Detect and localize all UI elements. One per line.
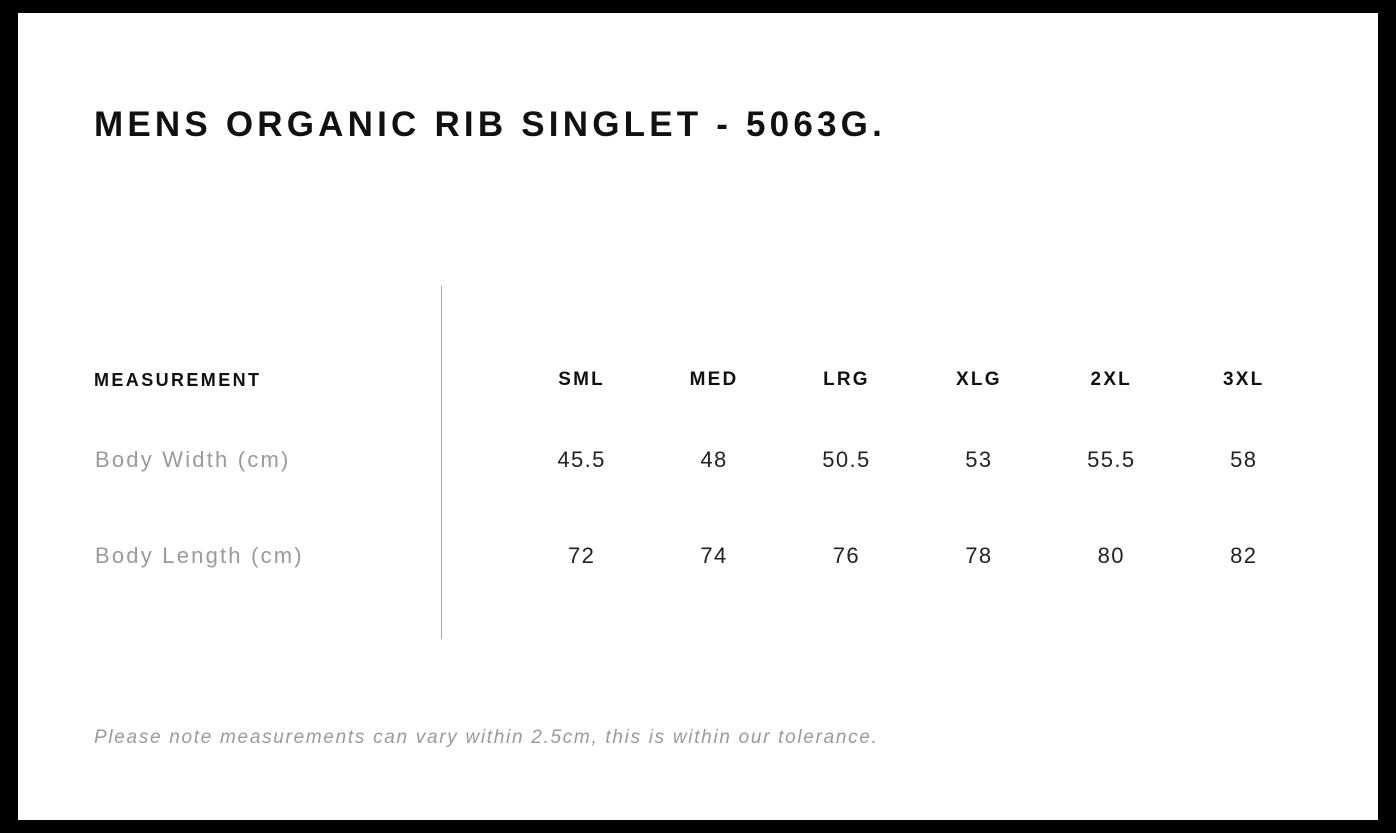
cell-body-length-med: 74 bbox=[700, 543, 728, 568]
table-row bbox=[94, 412, 1310, 508]
column-header-xlg: XLG bbox=[956, 369, 1002, 390]
cell-body-length-3xl: 82 bbox=[1230, 543, 1258, 568]
cell-body-length-sml: 72 bbox=[567, 543, 596, 568]
cell-body-width-med: 48 bbox=[700, 447, 728, 472]
column-header-3xl: 3XL bbox=[1223, 369, 1265, 390]
column-header-measurement: MEASUREMENT bbox=[94, 369, 262, 390]
cell-body-width-3xl: 58 bbox=[1230, 447, 1258, 472]
cell-body-length-lrg: 76 bbox=[832, 543, 861, 568]
row-label-body-length: Body Length (cm) bbox=[95, 543, 304, 568]
cell-body-width-lrg: 50.5 bbox=[822, 447, 871, 472]
page-title: MENS ORGANIC RIB SINGLET - 5063G. bbox=[94, 105, 887, 144]
cell-body-width-sml: 45.5 bbox=[557, 447, 606, 472]
cell-body-width-xlg: 53 bbox=[965, 447, 993, 472]
table-row bbox=[94, 508, 1310, 604]
size-chart-sheet bbox=[18, 13, 1378, 820]
table-header-row bbox=[94, 348, 1310, 412]
column-header-sml: SML bbox=[558, 369, 605, 390]
column-header-2xl: 2XL bbox=[1090, 369, 1132, 390]
cell-body-width-2xl: 55.5 bbox=[1087, 447, 1136, 472]
cell-body-length-xlg: 78 bbox=[965, 543, 993, 568]
size-chart-table bbox=[94, 348, 1310, 604]
cell-body-length-2xl: 80 bbox=[1097, 543, 1125, 568]
column-header-med: MED bbox=[689, 369, 739, 390]
row-label-body-width: Body Width (cm) bbox=[95, 447, 291, 472]
column-header-lrg: LRG bbox=[823, 369, 870, 390]
tolerance-note: Please note measurements can vary within 2.5cm, this is within our tolerance. bbox=[94, 727, 879, 748]
